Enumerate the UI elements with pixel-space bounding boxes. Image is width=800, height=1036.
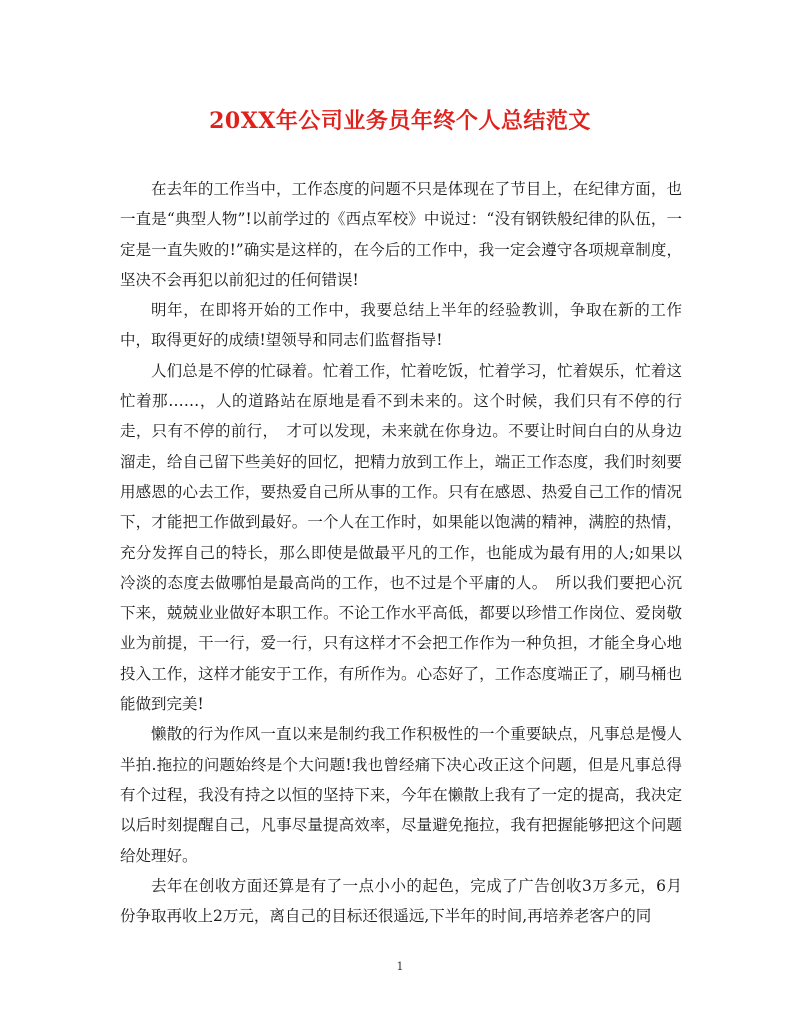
paragraph-3: 人们总是不停的忙碌着。忙着工作，忙着吃饭，忙着学习，忙着娱乐，忙着这忙着那……，人的道路站在原地是看不到未来的。这个时候，我们只有不停的行走，只有不停的前行， 才可以发现，未来就在你身边。不要让时间白白的从身边溜走，给自己留下些美好的回忆，把精力放到工作上，端正工作态度，我们时刻要用感恩的心去工作，要热爱自己所从事的工作。只有在感恩、热爱自己工作的情况下，才能把工作做到最好。一个人在工作时，如果能以饱满的精神，满腔的热情，充分发挥自己的特长，那么即使是做最平凡的工作，也能成为最有用的人;如果以冷淡的态度去做哪怕是最高尚的工作，也不过是个平庸的人。 所以我们要把心沉下来，兢兢业业做好本职工作。不论工作水平高低，都要以珍惜工作岗位、爱岗敬业为前提，干一行，爱一行，只有这样才不会把工作作为一种负担，才能全身心地投入工作，这样才能安于工作，有所作为。心态好了，工作态度端正了，刷马桶也能做到完美!: [120, 361, 682, 714]
page-number: 1: [396, 960, 404, 973]
paragraph-1: 在去年的工作当中，工作态度的问题不只是体现在了节目上，在纪律方面，也一直是“典型人物”!以前学过的《西点军校》中说过：“没有钢铁般纪律的队伍，一定是一直失败的!”确实是这样的，在今后的工作中，我一定会遵守各项规章制度，坚决不会再犯以前犯过的任何错误!: [120, 180, 682, 289]
paragraph-5: 去年在创收方面还算是有了一点小小的起色，完成了广告创收3万多元，6月份争取再收上2万元，离自己的目标还很遥远,下半年的时间,再培养老客户的同: [120, 876, 682, 926]
paragraph-2: 明年，在即将开始的工作中，我要总结上半年的经验教训，争取在新的工作中，取得更好的成绩!望领导和同志们监督指导!: [120, 301, 682, 350]
page-title: 20XX年公司业务员年终个人总结范文: [209, 108, 591, 134]
document-body: [120, 174, 682, 931]
paragraph-4: 懒散的行为作风一直以来是制约我工作积极性的一个重要缺点，凡事总是慢人半拍.拖拉的问题始终是个大问题!我也曾经痛下决心改正这个问题，但是凡事总得有个过程，我没有持之以恒的坚持下来，今年在懒散上我有了一定的提高，我决定以后时刻提醒自己，凡事尽量提高效率，尽量避免拖拉，我有把握能够把这个问题给处理好。: [120, 725, 682, 865]
